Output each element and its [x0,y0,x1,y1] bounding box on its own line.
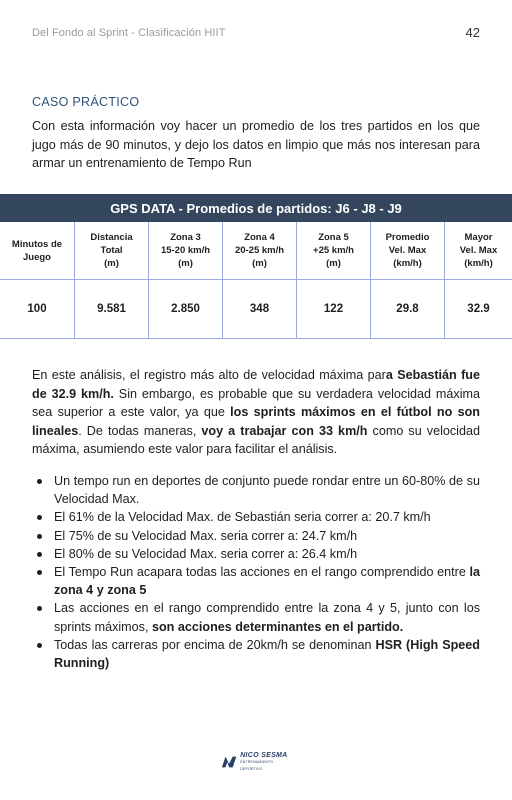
table-title: GPS DATA - Promedios de partidos: J6 - J8 - J9 [0,194,512,222]
bullet-dot-icon [37,643,42,648]
header-cell-zone3: Zona 3 15-20 km/h (m) [149,222,223,280]
value-cell-top-max-speed: 32.9 [445,280,512,339]
header-cell-top-max-speed: Mayor Vel. Max (km/h) [445,222,512,280]
list-item: El 61% de la Velocidad Max. de Sebastián seria correr a: 20.7 km/h [32,508,480,526]
analysis-paragraph: En este análisis, el registro más alto de velocidad máxima para Sebastián fue de 32.9 km/h. Sin embargo, es probable que su verdadera velocidad máxima sea superior a este valor, ya que los sprints máximos en el fútbol no son lineales. De todas maneras, voy a trabajar con 33 km/h como su velocidad máxima, asumiendo este valor para facilitar el análisis. [32,368,481,457]
header-cell-zone4: Zona 4 20-25 km/h (m) [223,222,297,280]
header-cell-distance: Distancia Total (m) [75,222,149,280]
header-cell-avg-max-speed: Promedio Vel. Max (km/h) [371,222,445,280]
bullet-list [32,472,480,672]
intro-paragraph: Con esta información voy hacer un promedio de los tres partidos en los que jugo más de 90 minutos, y dejo los datos en limpio que más nos interesan para armar un entrenamiento de Tempo Run [32,119,480,170]
bullet-dot-icon [37,552,42,557]
list-item: El 75% de su Velocidad Max. seria correr a: 24.7 km/h [32,527,480,545]
list-item: Todas las carreras por encima de 20km/h se denominan HSR (High Speed Running) [32,636,480,672]
section-label: CASO PRÁCTICO [32,95,140,109]
bullet-dot-icon [37,534,42,539]
bullet-dot-icon [37,515,42,520]
list-item: Las acciones en el rango comprendido entre la zona 4 y 5, junto con los sprints máximos, son acciones determinantes en el partido. [32,599,480,635]
ns-monogram-icon [221,754,237,770]
footer-logo [221,753,291,771]
bullet-dot-icon [37,606,42,611]
list-item: El 80% de su Velocidad Max. seria correr a: 26.4 km/h [32,545,480,563]
list-item: Un tempo run en deportes de conjunto puede rondar entre un 60-80% de su Velocidad Max. [32,472,480,508]
list-item: El Tempo Run acapara todas las acciones en el rango comprendido entre la zona 4 y zona 5 [32,563,480,599]
bullet-dot-icon [37,570,42,575]
value-cell-avg-max-speed: 29.8 [371,280,445,339]
running-header-title: Del Fondo al Sprint - Clasificación HIIT [32,27,226,39]
value-cell-zone4: 348 [223,280,297,339]
value-cell-minutes: 100 [0,280,75,339]
value-cell-distance: 9.581 [75,280,149,339]
value-cell-zone5: 122 [297,280,371,339]
table-row [0,280,512,339]
logo-text: NICO SESMA ENTRENAMIENTO DEPORTIVO [240,751,288,771]
header-cell-minutes: Minutos de Juego [0,222,75,280]
header-cell-zone5: Zona 5 +25 km/h (m) [297,222,371,280]
gps-data-table [0,222,512,339]
value-cell-zone3: 2.850 [149,280,223,339]
page-number: 42 [465,25,480,40]
table-header-row [0,222,512,280]
bullet-dot-icon [37,479,42,484]
